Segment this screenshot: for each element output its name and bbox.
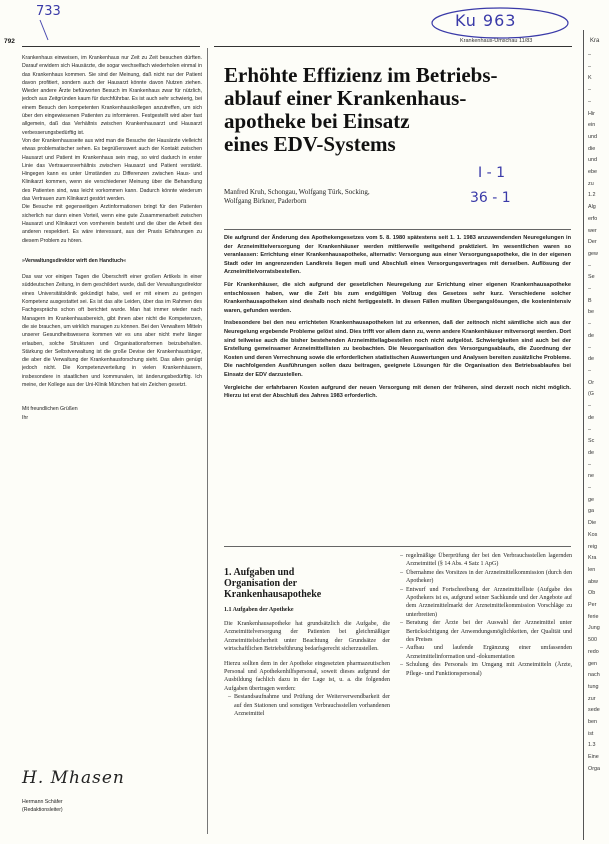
- edge-fragment: –: [588, 403, 591, 410]
- handwritten-signature: H. Mhasen: [22, 768, 125, 788]
- body-column-1: [224, 620, 390, 832]
- edge-fragment: ein: [588, 122, 596, 129]
- title-line: ablauf einer Krankenhaus-: [224, 86, 467, 110]
- editorial-paragraph: Krankenhaus einweisen, im Krankenhaus nur Zeit zu Zeit besuchen dürften. Darauf erwidern sich Hausärzte, die sogar wechselfach wiederholen einmal in das Krankenhaus kommen. Sie sind der Meinung, daß nicht nur der Patient davon profitiert, sondern auch der Hausarzt könnte davon Nutzen ziehen. Wieder andere Ärzte befürworten Besuch im Krankenhaus zwar für nützlich, jedoch aus Zeitgründen kaum für durchführbar. Es ist auch sehr schwierig, bei einem Besuch den kompetenten Krankenhauskollegen anzutreffen, um sich über den eingewiesenen Patienten zu informieren. Festgestellt wird aber fast allgemein, daß das Verhältnis zwischen Krankenhausarzt und Hausarzt verbesserungsbedürftig ist.: [22, 55, 202, 136]
- body-list-item: – regelmäßige Überprüfung der bei den Verbrauchsstellen lagernden Arzneimittel (§ 14 Abs. 4 Satz 1 ApG): [400, 552, 572, 569]
- article-authors: [224, 188, 370, 206]
- column-divider: [207, 48, 208, 834]
- edge-fragment: de: [588, 414, 594, 421]
- body-list-item: – Beratung der Ärzte bei der Auswahl der Arzneimittel unter Berücksichtigung der Anwendungsmöglichkeiten, der Qualität und des Preises: [400, 619, 572, 644]
- edge-fragment: 1.2: [588, 192, 596, 199]
- body-list-item: – Entwurf und Fortschreibung der Arzneimittelliste (Aufgabe des Apothekers ist es, aufgrund seiner Sachkunde und der Angebote auf dem Arzneimittelmarkt der Arzneimittelkommission Vorschläge zu unterbreiten): [400, 586, 572, 620]
- editorial-paragraph: Das war vor einigen Tagen die Überschrift einer großen Artikels in einer süddeutschen Zeitung, in dem geschildert wurde, daß der Verwaltungsdirektor eines Universitätsklinik gekündigt habe, weil er mit einem zu geringen Kompetenz ausgestattet sei. Es ist das alte Leiden, über das im Rahmen des Fachgesprächs schon oft berichtet wurde. Man hat immer wieder nach Managern im Krankenhausbereich, gibt ihnen aber nicht die Kompetenzen, die sie brauchen, um wirklich managen zu können. Bei den Verwaltern Mitteln unserer Gesundheitswesens kommen wir es uns aber nicht mehr länger erlauben, solche Strukturen und Organisationsformen beizubehalten. Stärkung der Selbstverwaltung ist die große Devise der Krankenhausträger, die aber die Verwaltung der Krankenhausforschung sieht. Das allein genügt jedoch nicht. Die Kompetenzverteilung in vielen Krankenhäusern, insbesondere in staatlichen und kommunalen, ist änderungsbedürftig. Ich meine, der Kollege aus der Uni-Klinik München hat ein Zeichen gesetzt.: [22, 274, 202, 388]
- authors-line: Manfred Kruh, Schongau, Wolfgang Türk, Socking,: [224, 188, 370, 196]
- edge-fragment: Hir: [588, 110, 595, 117]
- edge-fragment: tung: [588, 683, 599, 690]
- author-name: Hermann Schäfer: [22, 799, 63, 805]
- editorial-paragraph: Von der Krankenhausseite aus wird man die Besuche der Hausärzte vielleicht etwas problematischer sehen. Es begrüßenswert auch der Kontakt zwischen Hausarzt und Patient im Krankenhaus sein mag, so wird dadurch in erster Linie das Vertrauensverhältnis zwischen Hausarzt und Patient verstärkt. Hingegen kann es unter Umständen zu Differenzen zwischen Haus- und Klinikarzt kommen, wenn sie verschiedener Meinung über die Behandlung des Patienten sind, was leicht vorkommen kann. Dadurch könnte wiederum das Vertrauen zum Klinikarzt gestört werden.: [22, 137, 202, 203]
- edge-fragment: Eine: [588, 754, 599, 761]
- edge-fragment: 500: [588, 637, 597, 644]
- authors-line: Wolfgang Birkner, Paderborn: [224, 197, 307, 205]
- edge-fragment: gew: [588, 250, 598, 257]
- top-rule-left: [22, 46, 200, 47]
- edge-fragment: Die: [588, 520, 597, 527]
- edge-fragment: Alg: [588, 204, 596, 211]
- body-list-item: – Bestandsaufnahme und Prüfung der Weiterverwendbarkeit der auf den Stationen und sonstigen Verbrauchsstellen vorhandenen Arzneimittel: [228, 693, 390, 718]
- edge-fragment: sede: [588, 707, 600, 714]
- edge-fragment: Kos: [588, 531, 598, 538]
- page-number: 792: [4, 38, 15, 45]
- edge-fragment: –: [588, 461, 591, 468]
- abstract-paragraph: Vergleiche der erfahrbaren Kosten aufgrund der neuen Versorgung mit denen der früheren, sind derzeit noch nicht möglich. Hierzu ist erst der Abschluß des Jahres 1983 erforderlich.: [224, 384, 571, 400]
- stamp-text: Ku 963: [455, 11, 517, 30]
- edge-fragment: ne: [588, 473, 594, 480]
- edge-fragment: Jung: [588, 625, 600, 632]
- body-list-item: – Schulung des Personals im Umgang mit Arzneimitteln (Ärzte, Pflege- und Funktionspersonal): [400, 661, 572, 678]
- edge-fragment: Se: [588, 274, 595, 281]
- edge-fragment: –: [588, 87, 591, 94]
- article-title: [224, 64, 564, 156]
- section-heading-line: 1. Aufgaben und: [224, 567, 295, 578]
- edge-fragment: de: [588, 449, 594, 456]
- edge-fragment: –: [588, 286, 591, 293]
- editorial-heading: »Verwaltungsdirektor wirft den Handtuch«: [22, 257, 127, 264]
- edge-fragment: –: [588, 344, 591, 351]
- edge-fragment: Orga: [588, 765, 600, 772]
- margin-note: I - 1: [478, 165, 505, 181]
- edge-fragment: die: [588, 145, 596, 152]
- body-column-2: [400, 552, 572, 832]
- edge-fragment: –: [588, 321, 591, 328]
- edge-fragment: –: [588, 426, 591, 433]
- body-paragraph: Hierzu sollten dem in der Apotheke eingesetzten pharmazeutischen Personal und Apothekenhilfspersonal, soweit dieses aufgrund der Ausbildung fachlich dazu in der Lage ist, u. a. die folgenden Aufgaben übertragen werden:: [224, 660, 390, 692]
- edge-fragment: Per: [588, 602, 597, 609]
- abstract-rule-bottom: [224, 546, 571, 547]
- edge-fragment: –: [588, 98, 591, 105]
- edge-fragment: abw: [588, 578, 598, 585]
- edge-fragment: Kra: [588, 555, 597, 562]
- right-margin-header: Kra: [590, 38, 600, 44]
- edge-fragment: wer: [588, 227, 597, 234]
- abstract-paragraph: Insbesondere bei den neu errichteten Krankenhausapotheken ist zu erkennen, daß der zeitnoch nicht sämtliche sich aus der Neuregelung ergebende Probleme gelöst sind. Dies trifft vor allem dann zu, wenn andere Krankenhäuser mitversorgt werden. Dort sind teilweise auch die bisher bestehenden Arzneimittellagbestellen noch nicht aufgelöst. Schwierigkeiten sind auch bei der Erstellung gemeinsamer Arzneimittellisten zu beobachten. Die Neuorganisation des Versorgungsablaufs, die Zuordnung der Kosten und deren Verrechnung sowie die erforderlichen statistischen Auswertungen und Analysen bereiten zusätzliche Probleme. Die nachfolgenden Ausführungen sollen dazu beitragen, geeignete Lösungen für die Organisation des Betriebsablaufes bei Einsatz der EDV darzustellen.: [224, 320, 571, 378]
- edge-fragment: ferie: [588, 613, 599, 620]
- adjacent-page-edge: [588, 50, 609, 840]
- abstract-paragraph: Für Krankenhäuser, die sich aufgrund der gesetzlichen Neuregelung zur Errichtung einer eigenen Krankenhausapotheke entschlossen haben, war die Zeit bis zum endgültigen Vollzug des Gesetzes sehr kurz. Verschiedene solcher Krankenhausapotheken sind deshalb noch nicht fertiggestellt. In diesen Fällen mußten Übergangslösungen, die kostenintensiv waren, gefunden werden.: [224, 281, 571, 314]
- body-list-item: – Aufbau und laufende Ergänzung einer umfassenden Arzneimittelinformation und -dokumentation: [400, 644, 572, 661]
- title-line: apotheke bei Einsatz: [224, 109, 410, 133]
- handwritten-arrow-icon: [30, 2, 70, 42]
- edge-fragment: Der: [588, 239, 597, 246]
- editorial-column: [22, 54, 202, 814]
- journal-header: Krankenhaus-Umschau 11/83: [460, 38, 533, 44]
- body-list-item: – Übernahme des Vorsitzes in der Arzneimittelkommission (durch den Apotheker): [400, 569, 572, 586]
- edge-fragment: Or: [588, 379, 594, 386]
- edge-fragment: und: [588, 157, 597, 164]
- edge-fragment: –: [588, 52, 591, 58]
- body-paragraph: Die Krankenhausapotheke hat grundsätzlich die Aufgabe, die Arzneimittelversorgung der Patienten bei gleichmäßiger Arzneimittelsicherheit unter Beachtung der Grundsätze der wirtschaftlichen Betriebsführung bedarfsgerecht sicherzustellen.: [224, 621, 390, 653]
- edge-fragment: B: [588, 297, 592, 304]
- edge-fragment: zu: [588, 180, 594, 187]
- edge-fragment: K: [588, 75, 592, 82]
- article-abstract: [224, 234, 571, 544]
- edge-fragment: len: [588, 566, 596, 573]
- edge-fragment: 1.3: [588, 742, 596, 749]
- editorial-paragraph: Die Besuche mit gegenseitigen Arztinformationen bringt für den Patienten sicherlich nur dann einen Vorteil, wenn eine gute Zusammenarbeit zwischen Hausarzt und Klinikarzt von vornherein besteht und die über die Arbeit des anderen respektiert. Es wäre interessant, aus der Praxis Erfahrungen zu diesem Problem zu hören.: [22, 204, 202, 244]
- edge-fragment: –: [588, 485, 591, 492]
- edge-fragment: ist: [588, 730, 594, 737]
- edge-fragment: gen: [588, 660, 597, 667]
- title-line: eines EDV-Systems: [224, 132, 396, 156]
- section-heading-line: Krankenhausapotheke: [224, 589, 322, 600]
- edge-fragment: und: [588, 133, 597, 140]
- section-heading: [224, 567, 389, 600]
- edge-fragment: –: [588, 367, 591, 374]
- edge-fragment: erfo: [588, 215, 598, 222]
- abstract-paragraph: Die aufgrund der Änderung des Apothekengesetzes vom 5. 8. 1980 spätestens seit 1. 1. 1983 anzuwendenden Neuregelungen in der Arzneimittelversorgung der Krankenhäuser werden mittlerweile weitgehend praktiziert. Im wesentlichen waren so veranlassen: Errichtung einer Krankenhausapotheke, alternativ: Versorgung aus einer Versorgungsapotheke, die in der eigenen Stadt oder im angrenzenden Landkreis liegen muß und Abschluß eines Versorgungsvertrages mit derselben. Auflösung der Arzneimittelvorratsbestellen.: [224, 235, 571, 276]
- edge-fragment: de: [588, 356, 594, 363]
- top-rule-right: [214, 46, 572, 47]
- abstract-rule-top: [224, 229, 571, 230]
- edge-fragment: Sc: [588, 438, 595, 445]
- edge-fragment: nach: [588, 672, 600, 679]
- author-role: (Redaktionsleiter): [22, 807, 63, 813]
- section-heading-line: Organisation der: [224, 578, 298, 589]
- margin-note: 36 - 1: [470, 190, 511, 206]
- edge-fragment: ga: [588, 508, 594, 515]
- edge-fragment: ebe: [588, 169, 597, 176]
- edge-fragment: be: [588, 309, 594, 316]
- edge-fragment: –: [588, 63, 591, 70]
- closing-ihr: Ihr: [22, 414, 29, 421]
- subsection-heading: 1.1 Aufgaben der Apotheke: [224, 607, 294, 613]
- edge-fragment: ge: [588, 496, 594, 503]
- edge-fragment: ben: [588, 719, 597, 726]
- closing-greeting: Mit freundlichen Grüßen: [22, 406, 78, 413]
- edge-fragment: redo: [588, 648, 599, 655]
- edge-fragment: zur: [588, 695, 596, 702]
- edge-fragment: –: [588, 262, 591, 269]
- edge-fragment: reig: [588, 543, 597, 550]
- edge-fragment: (G: [588, 391, 594, 398]
- page-edge-divider: [583, 30, 584, 840]
- title-line: Erhöhte Effizienz im Betriebs-: [224, 63, 498, 87]
- handwritten-number: 733: [36, 4, 61, 19]
- edge-fragment: de: [588, 332, 594, 339]
- edge-fragment: Ob: [588, 590, 596, 597]
